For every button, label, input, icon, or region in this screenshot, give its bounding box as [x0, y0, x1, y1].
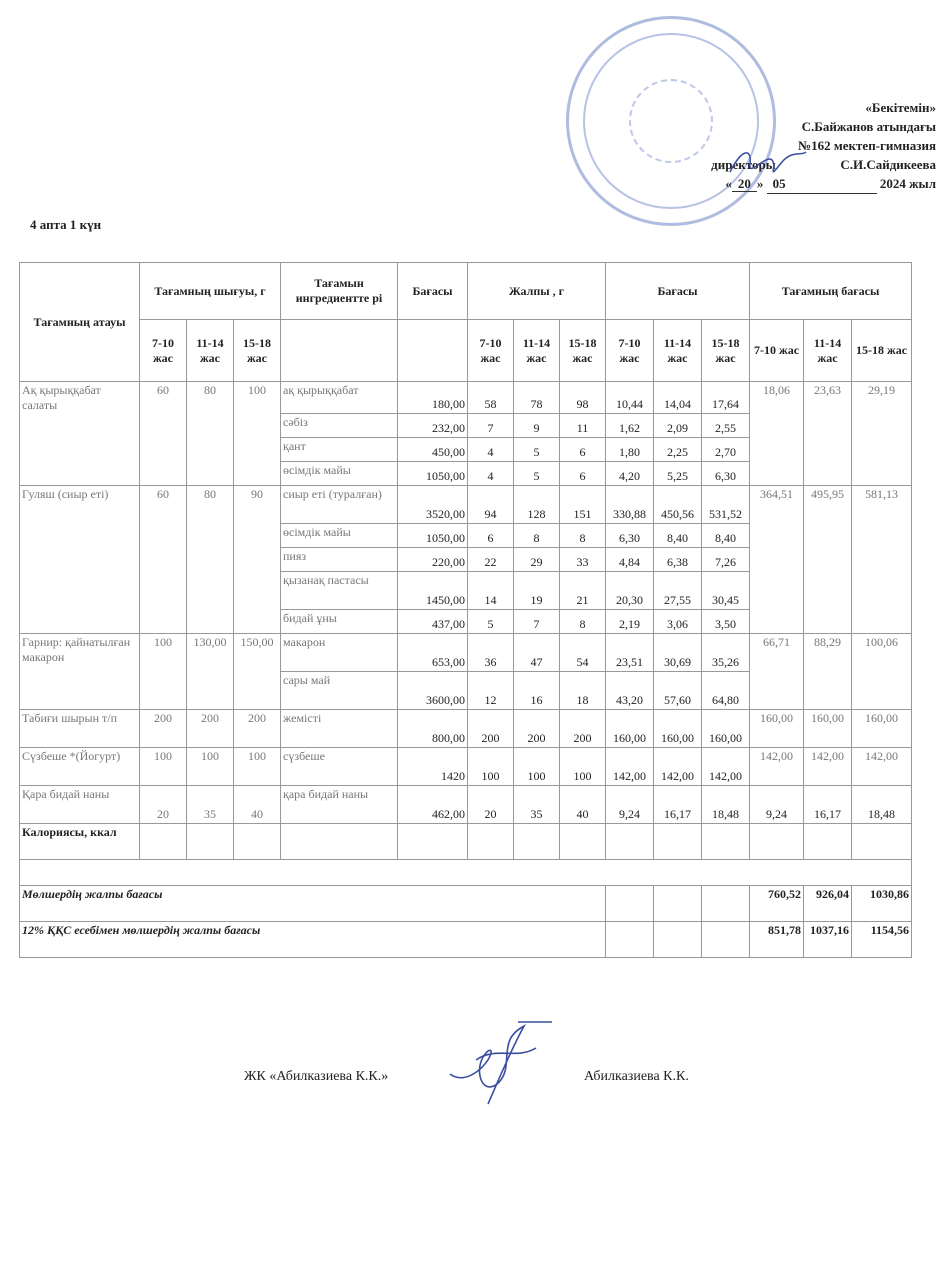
ingredient-grams: 11: [560, 414, 606, 438]
ingredient-name: пияз: [281, 548, 398, 572]
ingredient-name: қант: [281, 438, 398, 462]
header-total-g: Жалпы , г: [468, 263, 606, 320]
ingredient-price: 3520,00: [398, 486, 468, 524]
ingredient-row: [20, 786, 912, 824]
menu-table: [19, 262, 912, 958]
dish-output: 100: [234, 382, 281, 486]
ingredient-price: 1050,00: [398, 524, 468, 548]
dish-output: 80: [187, 486, 234, 634]
ingredient-grams: 200: [468, 710, 514, 748]
date-open-quote: «: [725, 176, 732, 191]
ingredient-grams: 8: [514, 524, 560, 548]
vat-value: 851,78: [750, 922, 804, 958]
ingredient-cost: 160,00: [606, 710, 654, 748]
dish-cost: 142,00: [804, 748, 852, 786]
dish-output: 80: [187, 382, 234, 486]
dish-name: Ақ қырыққабат салаты: [20, 382, 140, 486]
empty-cell: [234, 824, 281, 860]
ingredient-grams: 5: [468, 610, 514, 634]
dish-output: 20: [140, 786, 187, 824]
ingredient-grams: 98: [560, 382, 606, 414]
ingredient-name: бидай ұны: [281, 610, 398, 634]
empty-cell: [750, 824, 804, 860]
ingredient-cost: 2,55: [702, 414, 750, 438]
total-row: [20, 886, 912, 922]
ingredient-price: 1450,00: [398, 572, 468, 610]
empty-cell: [804, 824, 852, 860]
empty-cell: [702, 824, 750, 860]
ingredient-grams: 7: [468, 414, 514, 438]
age-header: 15-18 жас: [852, 320, 912, 382]
ingredient-cost: 8,40: [654, 524, 702, 548]
dish-cost: 88,29: [804, 634, 852, 710]
empty-cell: [140, 824, 187, 860]
ingredient-grams: 5: [514, 462, 560, 486]
ingredient-cost: 27,55: [654, 572, 702, 610]
dish-cost: 160,00: [804, 710, 852, 748]
vat-value: 1037,16: [804, 922, 852, 958]
date-month: 05: [767, 174, 877, 194]
dish-cost: 142,00: [852, 748, 912, 786]
ingredient-grams: 7: [514, 610, 560, 634]
ingredient-price: 462,00: [398, 786, 468, 824]
dish-cost: 9,24: [750, 786, 804, 824]
dish-output: 60: [140, 486, 187, 634]
age-header: 7-10 жас: [750, 320, 804, 382]
ingredient-cost: 23,51: [606, 634, 654, 672]
ingredient-cost: 6,30: [702, 462, 750, 486]
approval-school-name: С.Байжанов атындағы: [801, 119, 936, 134]
ingredient-name: жемісті: [281, 710, 398, 748]
ingredient-cost: 9,24: [606, 786, 654, 824]
header-dish-cost: Тағамның бағасы: [750, 263, 912, 320]
ingredient-grams: 78: [514, 382, 560, 414]
ingredient-cost: 30,69: [654, 634, 702, 672]
ingredient-grams: 20: [468, 786, 514, 824]
dish-cost: 23,63: [804, 382, 852, 486]
ingredient-name: өсімдік майы: [281, 524, 398, 548]
ingredient-cost: 4,84: [606, 548, 654, 572]
ingredient-grams: 12: [468, 672, 514, 710]
vat-value: 1154,56: [852, 922, 912, 958]
dish-output: 35: [187, 786, 234, 824]
dish-cost: 66,71: [750, 634, 804, 710]
empty-cell: [606, 886, 654, 922]
ingredient-grams: 100: [560, 748, 606, 786]
ingredient-cost: 160,00: [654, 710, 702, 748]
header-output: Тағамның шығуы, г: [140, 263, 281, 320]
accountant-signature: [446, 1016, 556, 1108]
empty-cell: [606, 922, 654, 958]
dish-output: 100: [140, 748, 187, 786]
total-value: 926,04: [804, 886, 852, 922]
dish-output: 60: [140, 382, 187, 486]
dish-cost: 29,19: [852, 382, 912, 486]
age-header: 7-10 жас: [468, 320, 514, 382]
ingredient-grams: 21: [560, 572, 606, 610]
ingredient-cost: 18,48: [702, 786, 750, 824]
ingredient-grams: 6: [468, 524, 514, 548]
ingredient-price: 220,00: [398, 548, 468, 572]
ingredient-grams: 4: [468, 462, 514, 486]
approval-director-name: С.И.Сайдикеева: [840, 157, 936, 172]
week-day-label: 4 апта 1 күн: [30, 217, 102, 232]
ingredient-cost: 17,64: [702, 382, 750, 414]
calories-row: [20, 824, 912, 860]
dish-cost: 100,06: [852, 634, 912, 710]
empty-cell: [702, 886, 750, 922]
ingredient-cost: 30,45: [702, 572, 750, 610]
header-cost: Бағасы: [606, 263, 750, 320]
ingredient-cost: 14,04: [654, 382, 702, 414]
ingredient-price: 180,00: [398, 382, 468, 414]
dish-name: Гарнир: қайнатылған макарон: [20, 634, 140, 710]
ingredient-cost: 16,17: [654, 786, 702, 824]
ingredient-grams: 200: [560, 710, 606, 748]
dish-cost: 364,51: [750, 486, 804, 634]
ingredient-name: өсімдік майы: [281, 462, 398, 486]
ingredient-grams: 9: [514, 414, 560, 438]
dish-cost: 160,00: [750, 710, 804, 748]
ingredient-cost: 450,56: [654, 486, 702, 524]
ingredient-grams: 200: [514, 710, 560, 748]
ingredient-row: [20, 748, 912, 786]
empty-cell: [281, 824, 398, 860]
dish-output: 90: [234, 486, 281, 634]
ingredient-cost: 2,09: [654, 414, 702, 438]
ingredient-price: 800,00: [398, 710, 468, 748]
ingredient-grams: 128: [514, 486, 560, 524]
ingredient-name: сиыр еті (туралған): [281, 486, 398, 524]
ingredient-grams: 94: [468, 486, 514, 524]
ingredient-cost: 8,40: [702, 524, 750, 548]
ingredient-cost: 57,60: [654, 672, 702, 710]
age-header: 11-14 жас: [804, 320, 852, 382]
ingredient-grams: 36: [468, 634, 514, 672]
dish-cost: 581,13: [852, 486, 912, 634]
age-header: 7-10 жас: [606, 320, 654, 382]
ingredient-name: сәбіз: [281, 414, 398, 438]
empty-cell: [514, 824, 560, 860]
dish-output: 200: [187, 710, 234, 748]
dish-name: Қара бидай наны: [20, 786, 140, 824]
dish-output: 200: [234, 710, 281, 748]
dish-cost: 142,00: [750, 748, 804, 786]
ingredient-name: қара бидай наны: [281, 786, 398, 824]
empty-cell: [20, 860, 912, 886]
ingredient-price: 450,00: [398, 438, 468, 462]
dish-name: Сүзбеше *(Йогурт): [20, 748, 140, 786]
vat-row: [20, 922, 912, 958]
dish-output: 150,00: [234, 634, 281, 710]
age-header: 15-18 жас: [560, 320, 606, 382]
empty-cell: [654, 922, 702, 958]
date-day: 20: [732, 176, 757, 192]
ingredient-cost: 142,00: [654, 748, 702, 786]
age-header: 11-14 жас: [654, 320, 702, 382]
ingredient-cost: 531,52: [702, 486, 750, 524]
footer-company: ЖК «Абилказиева К.К.»: [244, 1069, 389, 1084]
ingredient-cost: 2,19: [606, 610, 654, 634]
ingredient-name: сүзбеше: [281, 748, 398, 786]
ingredient-cost: 7,26: [702, 548, 750, 572]
ingredient-name: қызанақ пастасы: [281, 572, 398, 610]
ingredient-price: 653,00: [398, 634, 468, 672]
dish-cost: 16,17: [804, 786, 852, 824]
empty-cell: [560, 824, 606, 860]
ingredient-price: 232,00: [398, 414, 468, 438]
ingredient-cost: 43,20: [606, 672, 654, 710]
dish-cost: 495,95: [804, 486, 852, 634]
dish-name: Гуляш (сиыр еті): [20, 486, 140, 634]
ingredient-grams: 8: [560, 524, 606, 548]
ingredient-grams: 8: [560, 610, 606, 634]
approval-director-label: директоры: [711, 157, 776, 172]
ingredient-grams: 22: [468, 548, 514, 572]
ingredient-grams: 19: [514, 572, 560, 610]
ingredient-cost: 64,80: [702, 672, 750, 710]
ingredient-name: сары май: [281, 672, 398, 710]
empty-cell: [187, 824, 234, 860]
spacer-row: [20, 860, 912, 886]
dish-output: 130,00: [187, 634, 234, 710]
ingredient-grams: 35: [514, 786, 560, 824]
dish-output: 200: [140, 710, 187, 748]
ingredient-row: [20, 634, 912, 672]
approval-school-number: №162 мектеп-гимназия: [798, 138, 936, 153]
empty-cell: [468, 824, 514, 860]
header-price: Бағасы: [398, 263, 468, 320]
ingredient-grams: 6: [560, 438, 606, 462]
dish-cost: 18,06: [750, 382, 804, 486]
ingredient-grams: 18: [560, 672, 606, 710]
footer-signer-name: Абилказиева К.К.: [584, 1069, 689, 1084]
calories-label: Калориясы, ккал: [20, 824, 140, 860]
approval-title: «Бекітемін»: [865, 100, 936, 115]
ingredient-grams: 6: [560, 462, 606, 486]
dish-output: 100: [234, 748, 281, 786]
ingredient-price: 1050,00: [398, 462, 468, 486]
date-year: 2024 жыл: [879, 176, 936, 191]
empty-cell: [398, 824, 468, 860]
empty-cell: [606, 824, 654, 860]
ingredient-grams: 100: [468, 748, 514, 786]
ingredient-price: 1420: [398, 748, 468, 786]
ingredient-cost: 142,00: [606, 748, 654, 786]
ingredient-row: [20, 710, 912, 748]
dish-cost: 18,48: [852, 786, 912, 824]
dish-output: 40: [234, 786, 281, 824]
ingredient-grams: 100: [514, 748, 560, 786]
ingredient-cost: 3,06: [654, 610, 702, 634]
ingredient-cost: 2,25: [654, 438, 702, 462]
ingredient-grams: 47: [514, 634, 560, 672]
ingredient-name: ақ қырыққабат: [281, 382, 398, 414]
ingredient-cost: 5,25: [654, 462, 702, 486]
empty-cell: [852, 824, 912, 860]
ingredient-cost: 10,44: [606, 382, 654, 414]
empty-cell: [654, 824, 702, 860]
ingredient-cost: 330,88: [606, 486, 654, 524]
ingredient-cost: 1,62: [606, 414, 654, 438]
ingredient-cost: 2,70: [702, 438, 750, 462]
ingredient-grams: 29: [514, 548, 560, 572]
header-dish-name: Тағамның атауы: [20, 263, 140, 382]
age-header: 11-14 жас: [514, 320, 560, 382]
ingredient-grams: 33: [560, 548, 606, 572]
empty-cell: [398, 320, 468, 382]
ingredient-grams: 40: [560, 786, 606, 824]
ingredient-cost: 1,80: [606, 438, 654, 462]
ingredient-cost: 35,26: [702, 634, 750, 672]
ingredient-cost: 6,38: [654, 548, 702, 572]
vat-label: 12% ҚҚС есебімен мөлшердің жалпы бағасы: [20, 922, 606, 958]
ingredient-row: [20, 382, 912, 414]
dish-output: 100: [140, 634, 187, 710]
ingredient-name: макарон: [281, 634, 398, 672]
director-signature: [722, 142, 812, 190]
ingredient-price: 3600,00: [398, 672, 468, 710]
ingredient-cost: 4,20: [606, 462, 654, 486]
ingredient-cost: 20,30: [606, 572, 654, 610]
header-ingredients: Тағамын ингредиентте рі: [281, 263, 398, 320]
ingredient-grams: 16: [514, 672, 560, 710]
ingredient-grams: 58: [468, 382, 514, 414]
dish-output: 100: [187, 748, 234, 786]
age-header: 7-10 жас: [140, 320, 187, 382]
ingredient-grams: 14: [468, 572, 514, 610]
age-header: 15-18 жас: [234, 320, 281, 382]
date-close-quote: »: [756, 176, 764, 191]
ingredient-grams: 5: [514, 438, 560, 462]
total-value: 1030,86: [852, 886, 912, 922]
empty-cell: [654, 886, 702, 922]
ingredient-grams: 151: [560, 486, 606, 524]
ingredient-grams: 4: [468, 438, 514, 462]
ingredient-row: [20, 486, 912, 524]
ingredient-cost: 3,50: [702, 610, 750, 634]
ingredient-grams: 54: [560, 634, 606, 672]
dish-name: Табиғи шырын т/п: [20, 710, 140, 748]
total-label: Мөлшердің жалпы бағасы: [20, 886, 606, 922]
age-header: 11-14 жас: [187, 320, 234, 382]
ingredient-price: 437,00: [398, 610, 468, 634]
ingredient-cost: 6,30: [606, 524, 654, 548]
empty-cell: [281, 320, 398, 382]
empty-cell: [702, 922, 750, 958]
ingredient-cost: 142,00: [702, 748, 750, 786]
ingredient-cost: 160,00: [702, 710, 750, 748]
total-value: 760,52: [750, 886, 804, 922]
dish-cost: 160,00: [852, 710, 912, 748]
age-header: 15-18 жас: [702, 320, 750, 382]
